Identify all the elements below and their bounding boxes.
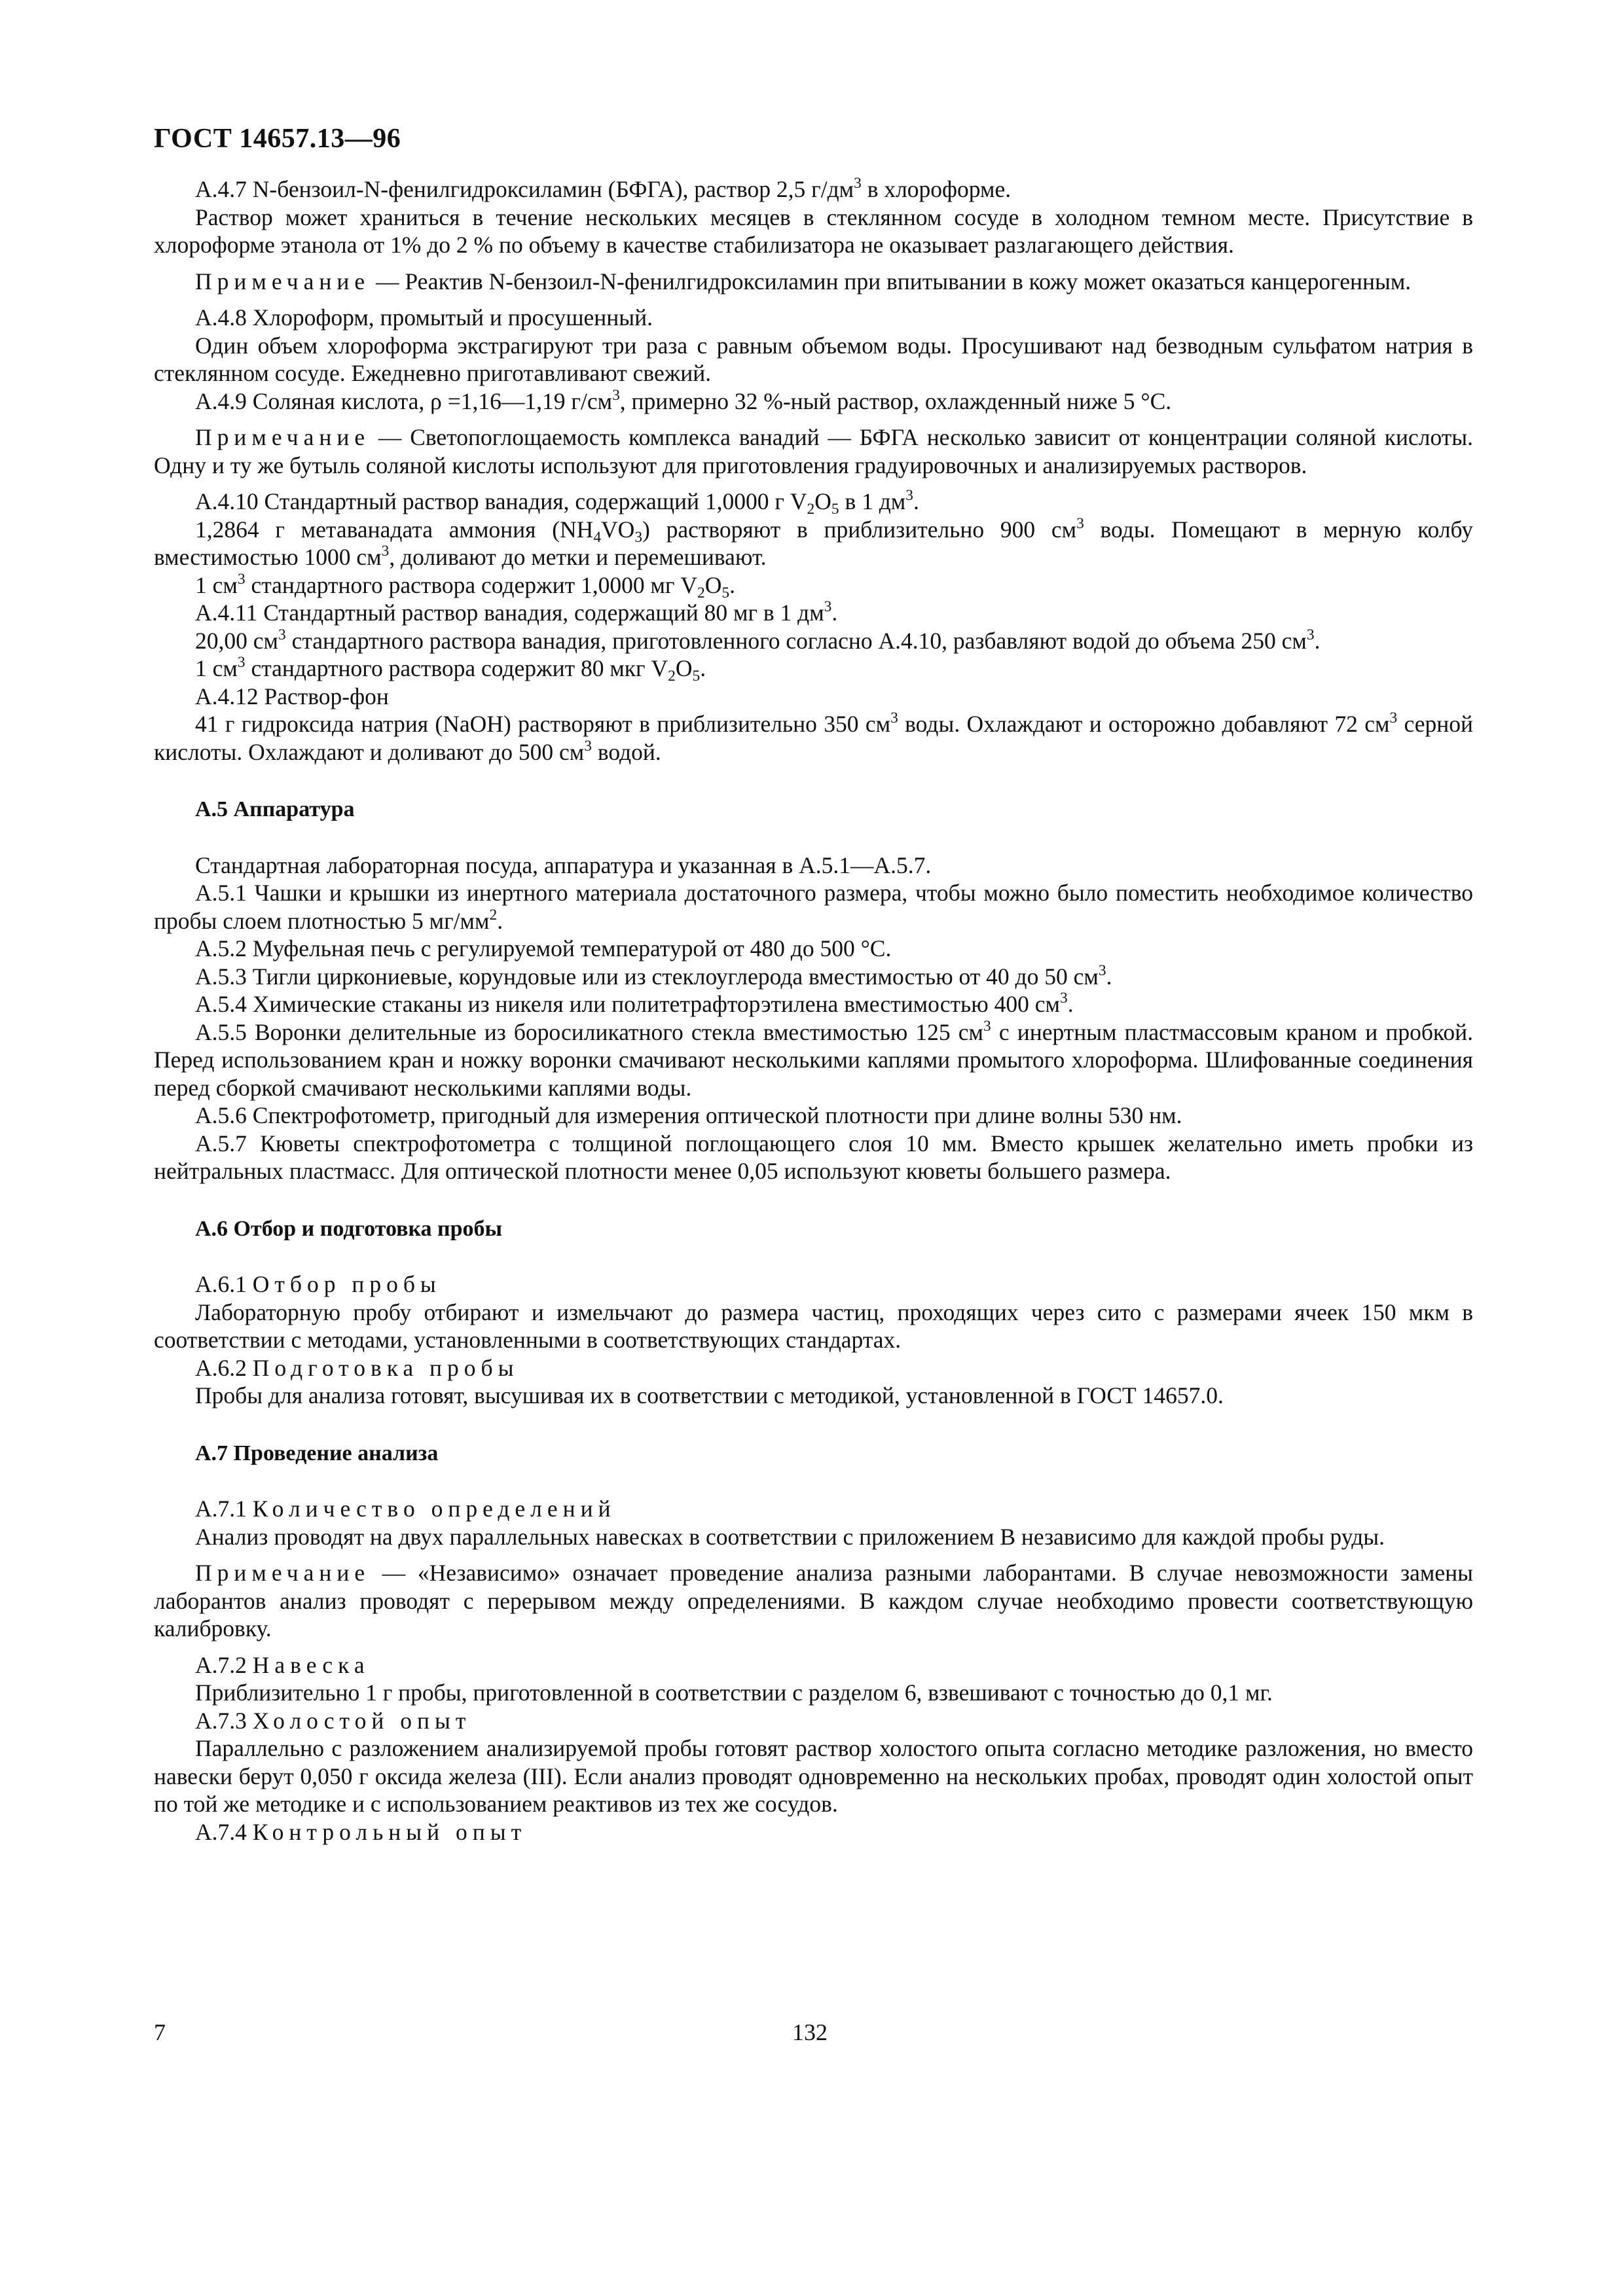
- paragraph-a5-1: А.5.1 Чашки и крышки из инертного материала достаточного размера, чтобы можно было поместить необходимое количество пробы слоем плотностью 5 $мг/мм^2$.: [154, 880, 1473, 934]
- subsection-a7-3: А.7.3 Холостой опыт: [195, 1707, 471, 1734]
- page-number-center: 132: [792, 2019, 828, 2045]
- paragraph-a4-7: А.4.7 N-бензоил-N-фенилгидроксиламин (БФГА), раствор 2,5 $г/дм^3$ в хлороформе.: [195, 174, 1012, 202]
- paragraph-a5-3: А.5.3 Тигли циркониевые, корундовые или из стеклоуглерода вместимостью от 40 до 50 $см^3$.: [195, 961, 1112, 990]
- paragraph-a4-11: А.4.11 Стандартный раствор ванадия, содержащий 80 мг в 1 $дм^3$.: [195, 598, 838, 626]
- paragraph-a4-7-text: Раствор может храниться в течение нескольких месяцев в стеклянном сосуде в холодном темном месте. Присутствие в хлороформе этанола от 1% до 2 % по объему в качестве стабилизатора не оказывает разлагающего действия.: [154, 204, 1473, 258]
- paragraph-a4-11-text: 20,00 $см^3$ стандартного раствора ванадия, приготовленного согласно А.4.10, разбавляют водой до объема 250 $см^3$.: [195, 626, 1321, 654]
- section-heading-a6: А.6 Отбор и подготовка пробы: [195, 1216, 503, 1241]
- paragraph-a6-1-text: Лабораторную пробу отбирают и измельчают до размера частиц, проходящих через сито с размерами ячеек 150 мкм в соответствии с методами, установленными в соответствующих стандартах.: [154, 1299, 1473, 1353]
- paragraph-a4-8-text: Один объем хлороформа экстрагируют три раза с равным объемом воды. Просушивают над безводным сульфатом натрия в стеклянном сосуде. Ежедневно приготавливают свежий.: [154, 332, 1473, 386]
- paragraph-a5-5: А.5.5 Воронки делительные из боросиликатного стекла вместимостью 125 $см^3$ с инертным пластмассовым краном и пробкой. Перед использованием кран и ножку воронки смачивают несколькими каплями промытого хлороформа. Шлифованные соединения перед сборкой смачивают несколькими каплями воды.: [154, 1017, 1473, 1101]
- paragraph-a4-10: А.4.10 Стандартный раствор ванадия, содержащий 1,0000 г $V_2O_5$ в 1 $дм^3$.: [195, 486, 919, 518]
- section-heading-a5: А.5 Аппаратура: [195, 797, 355, 821]
- subsection-a6-2: А.6.2 Подготовка пробы: [195, 1354, 519, 1381]
- section-heading-a7: А.7 Проведение анализа: [195, 1441, 439, 1465]
- paragraph-a5-intro: Стандартная лабораторная посуда, аппаратура и указанная в А.5.1—А.5.7.: [195, 852, 932, 878]
- paragraph-a5-2: А.5.2 Муфельная печь с регулируемой температурой от 480 до 500 °С.: [195, 935, 892, 961]
- subsection-a6-1: А.6.1 Отбор пробы: [195, 1271, 441, 1297]
- note-a4-9: Примечание — Светопоглощаемость комплекса ванадий — БФГА несколько зависит от концентрации соляной кислоты. Одну и ту же бутыль соляной кислоты используют для приготовления градуировочных и анализируемых растворов.: [154, 424, 1473, 478]
- paragraph-a5-7: А.5.7 Кюветы спектрофотометра с толщиной поглощающего слоя 10 мм. Вместо крышек желательно иметь пробки из нейтральных пластмасс. Для оптической плотности менее 0,05 используют кюветы большего размера.: [154, 1130, 1473, 1184]
- paragraph-a4-9: А.4.9 Соляная кислота, ρ =1,16—1,19 $г/см^3$, примерно 32 %-ный раствор, охлажденный ниже 5 °С.: [195, 386, 1172, 414]
- paragraph-a7-1-text: Анализ проводят на двух параллельных навесках в соответствии с приложением В независимо для каждой пробы руды.: [195, 1523, 1385, 1550]
- note-label: Примечание: [195, 424, 371, 450]
- document-body: [154, 175, 1473, 1846]
- paragraph-a4-8: А.4.8 Хлороформ, промытый и просушенный.: [195, 304, 653, 331]
- subsection-a7-2: А.7.2 Навеска: [195, 1651, 370, 1678]
- paragraph-a6-2-text: Пробы для анализа готовят, высушивая их в соответствии с методикой, установленной в ГОСТ 14657.0.: [195, 1382, 1224, 1408]
- paragraph-a4-11-note: 1 $см^3$ стандартного раствора содержит 80 мкг $V_2O_5$.: [195, 653, 706, 685]
- note-a4-7: Примечание — Реактив N-бензоил-N-фенилгидроксиламин при впитывании в кожу может оказаться канцерогенным.: [195, 268, 1412, 295]
- paragraph-a4-12-text: 41 г гидроксида натрия (NaOH) растворяют в приблизительно 350 $см^3$ воды. Охлаждают и осторожно добавляют 72 $см^3$ серной кислоты. Охлаждают и доливают до 500 $см^3$ водой.: [154, 709, 1474, 765]
- page-number-left: 7: [154, 2019, 166, 2045]
- paragraph-a4-12: А.4.12 Раствор-фон: [195, 683, 389, 709]
- subsection-a7-4: А.7.4 Контрольный опыт: [195, 1818, 527, 1845]
- paragraph-a4-10-text: 1,2864 г метаванадата аммония $(NH_4VO_3)$ растворяют в приблизительно 900 $см^3$ воды. Помещают в мерную колбу вместимостью 1000 $см^3$, доливают до метки и перемешивают.: [154, 514, 1473, 570]
- paragraph-a5-6: А.5.6 Спектрофотометр, пригодный для измерения оптической плотности при длине волны 530 нм.: [195, 1102, 1182, 1128]
- note-label: Примечание: [195, 268, 371, 295]
- paragraph-a4-10-note: 1 $см^3$ стандартного раствора содержит 1,0000 мг $V_2O_5$.: [195, 570, 735, 601]
- note-a7-1: Примечание — «Независимо» означает проведение анализа разными лаборантами. В случае невозможности замены лаборантов анализ проводят с перерывом между определениями. В каждом случае необходимо провести соответствующую калибровку.: [154, 1560, 1473, 1641]
- page-header-title: ГОСТ 14657.13—96: [154, 124, 401, 154]
- paragraph-a7-3-text: Параллельно с разложением анализируемой пробы готовят раствор холостого опыта согласно методике разложения, но вместо навески берут 0,050 г оксида железа (III). Если анализ проводят одновременно на нескольких пробах, проводят один холостой опыт по той же методике и с использованием реактивов из тех же сосудов.: [154, 1735, 1473, 1817]
- note-label: Примечание: [195, 1560, 371, 1586]
- subsection-a7-1: А.7.1 Количество определений: [195, 1496, 616, 1522]
- paragraph-a7-2-text: Приблизительно 1 г пробы, приготовленной в соответствии с разделом 6, взвешивают с точностью до 0,1 мг.: [195, 1679, 1273, 1706]
- paragraph-a5-4: А.5.4 Химические стаканы из никеля или политетрафторэтилена вместимостью 400 $см^3$.: [195, 989, 1074, 1017]
